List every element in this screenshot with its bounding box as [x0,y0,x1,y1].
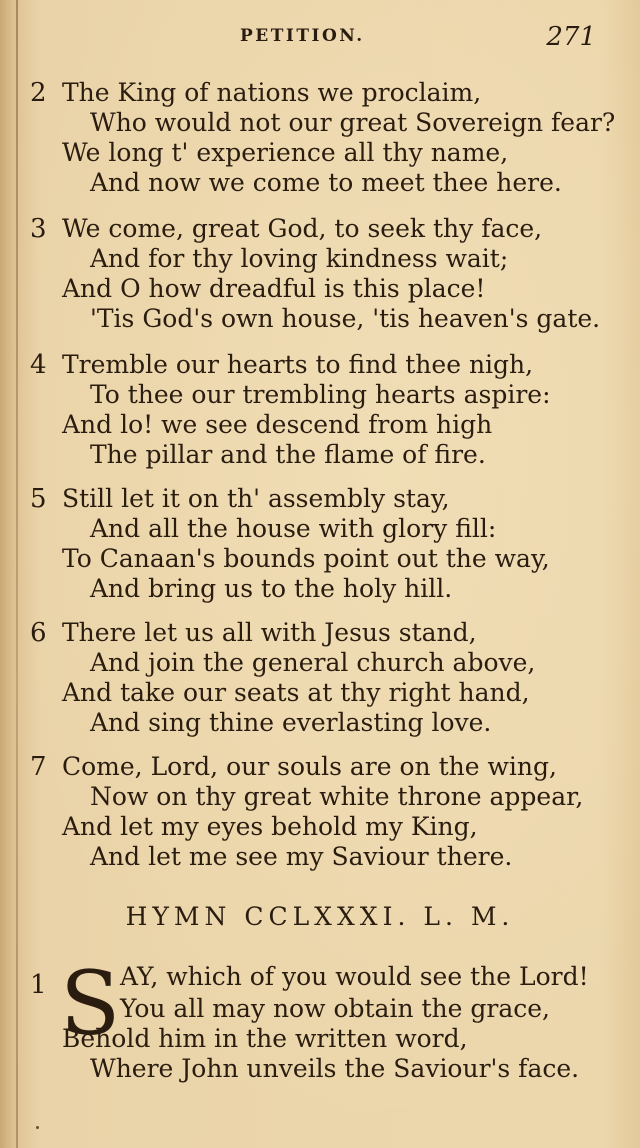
verse-line: And let me see my Saviour there. [90,842,513,871]
verse-line: We long t' experience all thy name, [62,138,509,167]
verse-line: And join the general church above, [90,648,536,677]
verse-line: Behold him in the written word, [62,1024,468,1053]
verse-line: We come, great God, to seek thy face, [62,214,543,243]
verse-line: The King of nations we proclaim, [62,78,482,107]
verse-line: And sing thine everlasting love. [90,708,492,737]
verse-line: And now we come to meet thee here. [90,168,562,197]
verse-line: And let my eyes behold my King, [62,812,478,841]
verse-number: 4 [30,350,47,380]
verse-line: To thee our trembling hearts aspire: [90,380,551,409]
verse-line: Tremble our hearts to find thee nigh, [62,350,534,379]
verse-line: To Canaan's bounds point out the way, [62,544,550,573]
verse-number: 6 [30,618,47,648]
verse-line: Where John unveils the Saviour's face. [90,1054,580,1083]
drop-cap: S [60,952,121,1055]
hymn-title: HYMN CCLXXXI. L. M. [125,902,515,931]
verse-line: Still let it on th' assembly stay, [62,484,450,513]
verse-line: And for thy loving kindness wait; [90,244,509,273]
verse-number: 3 [30,214,47,244]
verse-line: And lo! we see descend from high [62,410,493,439]
verse-line: AY, which of you would see the Lord! [120,962,589,991]
running-title: PETITION. [240,26,365,46]
page-gutter [16,0,18,1148]
verse-line: Who would not our great Sovereign fear? [90,108,616,137]
verse-line: Come, Lord, our souls are on the wing, [62,752,557,781]
verse-line: There let us all with Jesus stand, [62,618,477,647]
verse-line: You all may now obtain the grace, [120,994,550,1023]
verse-line: Now on thy great white throne appear, [90,782,584,811]
verse-number: 2 [30,78,47,108]
ink-mark [36,1126,39,1129]
verse-line: And bring us to the holy hill. [90,574,453,603]
verse-line: And O how dreadful is this place! [62,274,486,303]
page-number: 271 [546,22,596,52]
verse-number: 7 [30,752,47,782]
verse-line: And all the house with glory fill: [90,514,497,543]
verse-line: 'Tis God's own house, 'tis heaven's gate. [90,304,601,333]
page-header [0,22,640,62]
verse-number: 5 [30,484,47,514]
verse-line: The pillar and the flame of fire. [90,440,486,469]
verse-number: 1 [30,970,47,1000]
verse-line: And take our seats at thy right hand, [62,678,530,707]
